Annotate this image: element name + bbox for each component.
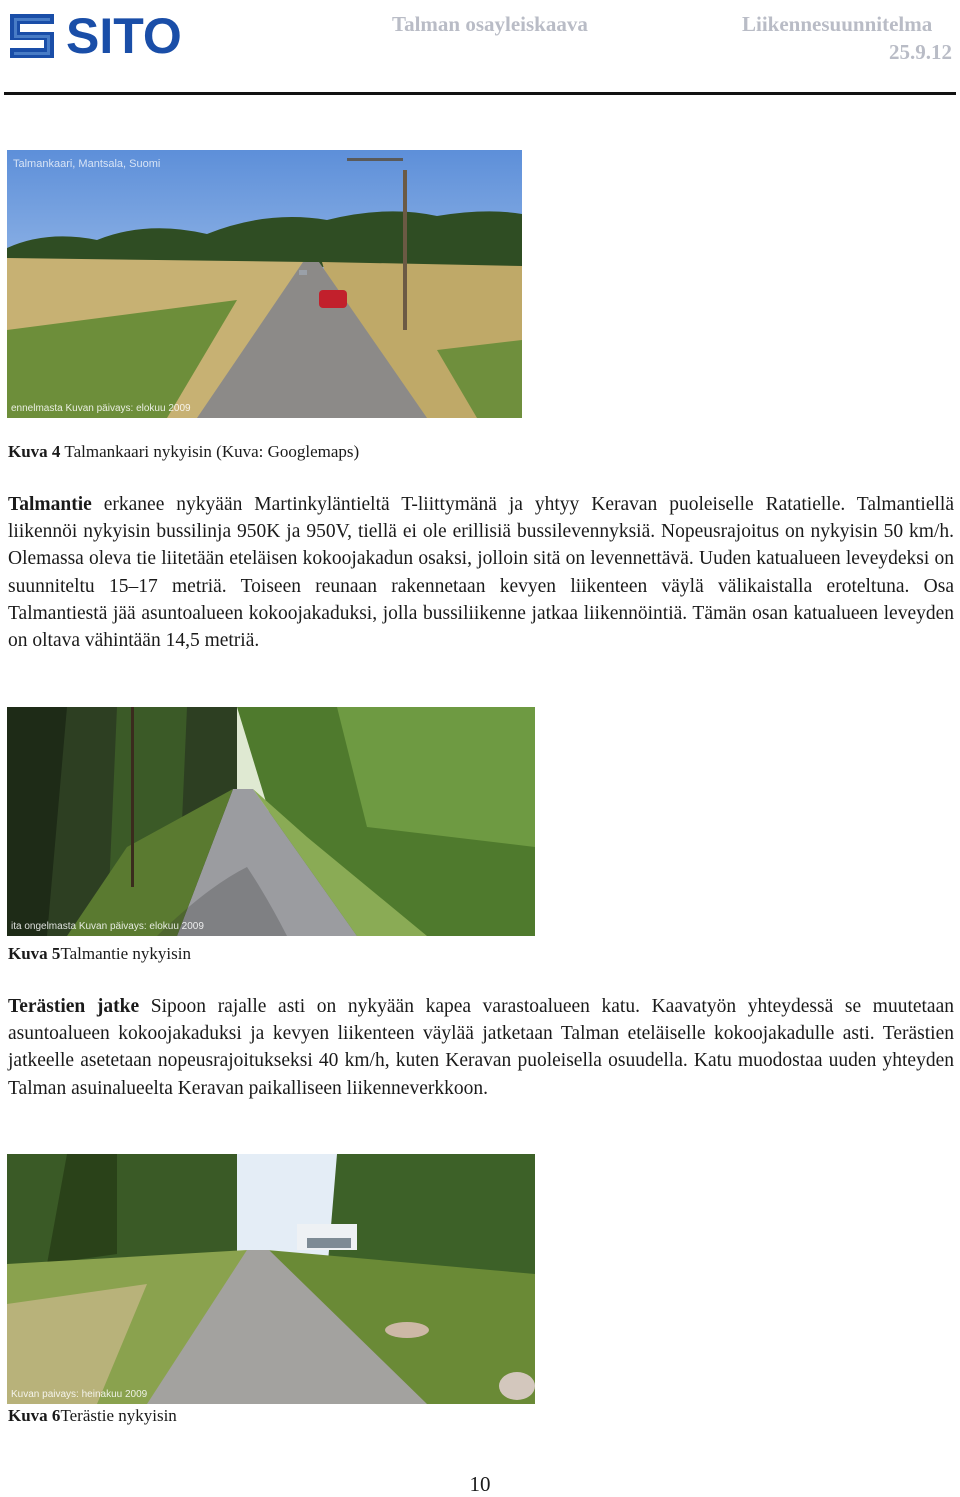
caption-text: Talmankaari nykyisin (Kuva: Googlemaps) — [60, 442, 360, 461]
document-date: 25.9.12 — [889, 40, 952, 64]
paragraph-terastie — [8, 993, 954, 1102]
header-divider — [4, 92, 956, 95]
photo-talmankaari — [7, 150, 522, 418]
caption-text: Terästie nykyisin — [60, 1406, 177, 1425]
watermark-location: Talmankaari, Mantsala, Suomi — [13, 158, 161, 170]
paragraph-text: Sipoon rajalle asti on nykyään kapea varastoalueen katu. Kaavatyön yhteydessä se muutetaan asuntoalueen kokoojakaduksi ja kevyen liikenteen väylää jatketaan Talman eteläiselle kokoojakadulle asti. Terästien jatkeelle asetetaan nopeusrajoitukseksi 40 km/h, kuten Keravan puoleisella osuudella. Katu muodostaa uuden yhteyden Talman asuinalueelta Keravan paikalliseen liikenneverkkoon. — [8, 996, 954, 1099]
figure-caption — [8, 944, 191, 964]
page-header — [0, 0, 960, 96]
figure-caption — [8, 442, 359, 462]
logo-text: SITO — [66, 8, 182, 62]
paragraph-talmantie — [8, 491, 954, 654]
page-number: 10 — [469, 1472, 491, 1496]
document-title: Talman osayleiskaava — [392, 12, 588, 36]
document-subtitle: Liikennesuunnitelma — [742, 12, 933, 36]
caption-text: Talmantie nykyisin — [60, 944, 191, 963]
paragraph-text: erkanee nykyään Martinkyläntieltä T-liittymänä ja yhtyy Keravan puoleiselle Ratatielle. Talmantiellä liikennöi nykyisin bussilinja 950K ja 950V, tiellä ei ole erillisiä bussilevennyksiä. Nopeusrajoitus on nykyisin 50 km/h. Olemassa oleva tie liitetään eteläisen kokoojakadun osaksi, jolloin sitä on levennettävä. Uuden katualueen leveydeksi on suunniteltu 15–17 metriä. Toiseen reunaan rakennetaan kevyen liikenteen väylä välikaistalla eroteltuna. Osa Talmantiestä jää asuntoalueen kokoojakaduksi, jolla bussiliikenne jatkaa liikennöintiä. Tämän osan katualueen leveyden on oltava vähintään 14,5 metriä. — [8, 494, 954, 652]
paragraph-lead: Talmantie — [8, 494, 92, 515]
watermark-date: ita ongelmasta Kuvan päivays: elokuu 2009 — [11, 921, 204, 932]
paragraph-lead: Terästien jatke — [8, 996, 140, 1017]
caption-label: Kuva 4 — [8, 442, 61, 461]
caption-label: Kuva 5 — [8, 944, 61, 963]
caption-label: Kuva 6 — [8, 1406, 61, 1425]
photo-talmantie — [7, 707, 535, 936]
watermark-date: ennelmasta Kuvan päivays: elokuu 2009 — [11, 403, 191, 414]
sito-logo — [6, 6, 231, 62]
photo-terastie — [7, 1154, 535, 1404]
watermark-date: Kuvan paivays: heinakuu 2009 — [11, 1389, 148, 1400]
figure-caption — [8, 1406, 177, 1426]
